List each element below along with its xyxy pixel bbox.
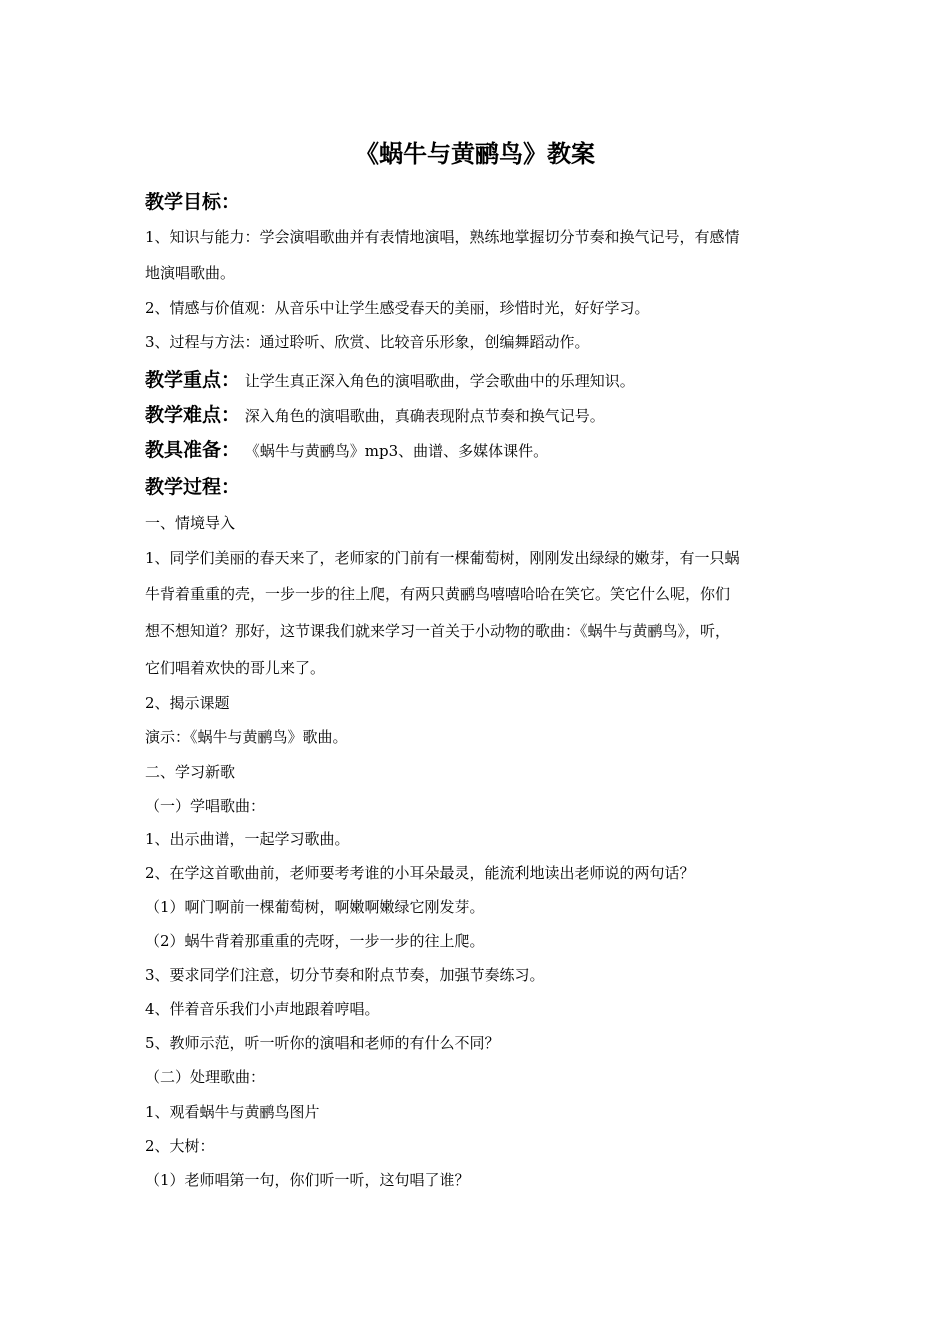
materials-row [145, 435, 813, 462]
materials-text: 《蜗牛与黄鹂鸟》mp3、曲谱、多媒体课件。 [244, 442, 549, 460]
process-line: （二）处理歌曲： [145, 1068, 266, 1086]
process-line: 5、教师示范，听一听你的演唱和老师的有什么不同？ [145, 1034, 500, 1052]
key-points-heading: 教学重点： [145, 369, 241, 391]
difficulties-row [145, 400, 813, 427]
objective-line: 1、知识与能力：学会演唱歌曲并有表情地演唱，熟练地掌握切分节奏和换气记号，有感情 [145, 228, 740, 246]
process-line: 牛背着重重的壳，一步一步的往上爬，有两只黄鹂鸟嘻嘻哈哈在笑它。笑它什么呢，你们 [145, 585, 731, 603]
process-line: （1）老师唱第一句，你们听一听，这句唱了谁？ [145, 1171, 470, 1189]
process-line: （1）啊门啊前一棵葡萄树，啊嫩啊嫩绿它刚发芽。 [145, 898, 485, 916]
key-points-text: 让学生真正深入角色的演唱歌曲，学会歌曲中的乐理知识。 [244, 372, 635, 390]
objective-line: 地演唱歌曲。 [145, 264, 236, 282]
process-line: 1、观看蜗牛与黄鹂鸟图片 [145, 1103, 320, 1121]
process-line: 演示：《蜗牛与黄鹂鸟》歌曲。 [145, 728, 348, 746]
process-line: 4、伴着音乐我们小声地跟着哼唱。 [145, 1000, 380, 1018]
difficulties-heading: 教学难点： [145, 404, 241, 426]
process-line: （一）学唱歌曲： [145, 797, 266, 815]
process-line: 3、要求同学们注意，切分节奏和附点节奏，加强节奏练习。 [145, 966, 545, 984]
process-line: 一、情境导入 [145, 514, 236, 532]
objectives-heading: 教学目标： [145, 191, 241, 213]
process-line: 2、大树： [145, 1137, 215, 1155]
difficulties-text: 深入角色的演唱歌曲，真确表现附点节奏和换气记号。 [244, 407, 605, 425]
process-line: 1、出示曲谱，一起学习歌曲。 [145, 830, 350, 848]
process-line: 2、在学这首歌曲前，老师要考考谁的小耳朵最灵，能流利地读出老师说的两句话？ [145, 864, 695, 882]
document-title: 《蜗牛与黄鹂鸟》教案 [355, 140, 595, 168]
process-line: （2）蜗牛背着那重重的壳呀，一步一步的往上爬。 [145, 932, 485, 950]
objective-line: 3、过程与方法：通过聆听、欣赏、比较音乐形象，创编舞蹈动作。 [145, 333, 590, 351]
process-line: 1、同学们美丽的春天来了，老师家的门前有一棵葡萄树，刚刚发出绿绿的嫩芽，有一只蜗 [145, 549, 740, 567]
process-heading: 教学过程： [145, 476, 241, 498]
process-line: 它们唱着欢快的哥儿来了。 [145, 659, 326, 677]
process-line: 想不想知道？那好，这节课我们就来学习一首关于小动物的歌曲：《蜗牛与黄鹂鸟》，听， [145, 622, 731, 640]
objective-line: 2、情感与价值观：从音乐中让学生感受春天的美丽，珍惜时光，好好学习。 [145, 299, 650, 317]
process-line: 二、学习新歌 [145, 763, 236, 781]
process-line: 2、揭示课题 [145, 694, 230, 712]
materials-heading: 教具准备： [145, 439, 241, 461]
key-points-row [145, 365, 813, 392]
